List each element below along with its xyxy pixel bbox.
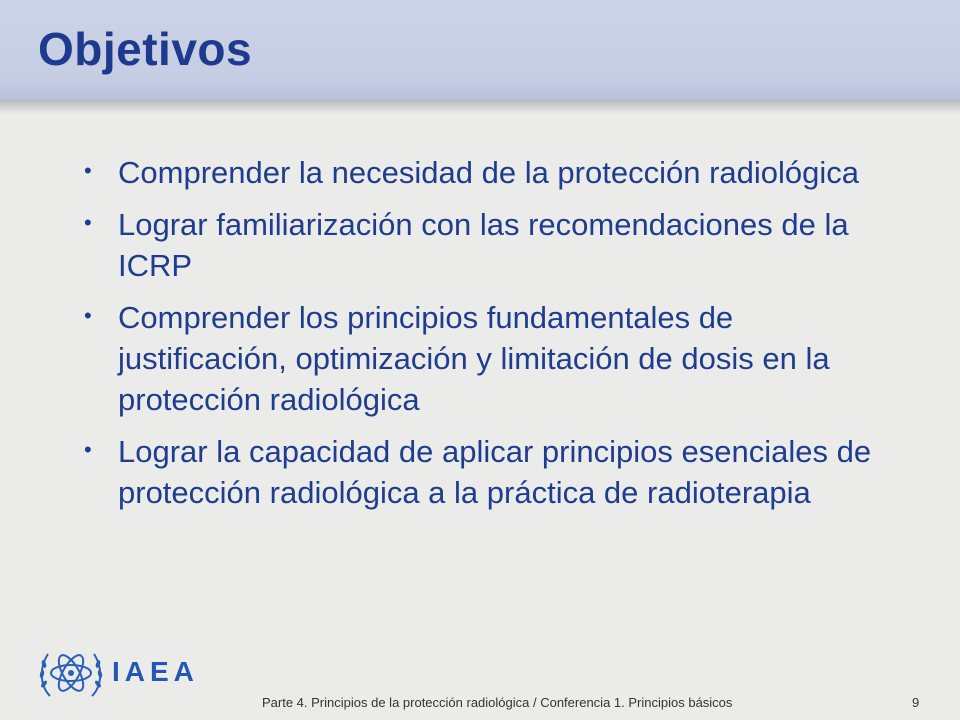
footer-text: Parte 4. Principios de la protección radiológica / Conferencia 1. Principios básicos xyxy=(262,695,733,710)
list-item xyxy=(78,152,878,193)
list-item xyxy=(78,297,878,420)
list-item xyxy=(78,204,878,286)
bullet-icon: • xyxy=(84,210,92,235)
bullet-icon: • xyxy=(84,303,92,328)
bullet-text: Comprender los principios fundamentales de justificación, optimización y limitación de dosis en la protección radiológica xyxy=(118,300,830,417)
bullet-text: Lograr la capacidad de aplicar principios esenciales de protección radiológica a la práctica de radioterapia xyxy=(118,434,872,510)
title-band-shadow xyxy=(0,100,960,114)
objectives-list xyxy=(78,152,878,524)
page-number: 9 xyxy=(912,695,920,710)
iaea-wordmark: IAEA xyxy=(112,656,199,687)
iaea-atom-laurel-icon xyxy=(36,640,106,706)
bullet-text: Lograr familiarización con las recomendaciones de la ICRP xyxy=(118,207,849,283)
list-item xyxy=(78,431,878,513)
bullet-text: Comprender la necesidad de la protección radiológica xyxy=(118,155,860,190)
bullet-icon: • xyxy=(84,437,92,462)
slide-title: Objetivos xyxy=(38,23,253,75)
bullet-icon: • xyxy=(84,158,92,183)
